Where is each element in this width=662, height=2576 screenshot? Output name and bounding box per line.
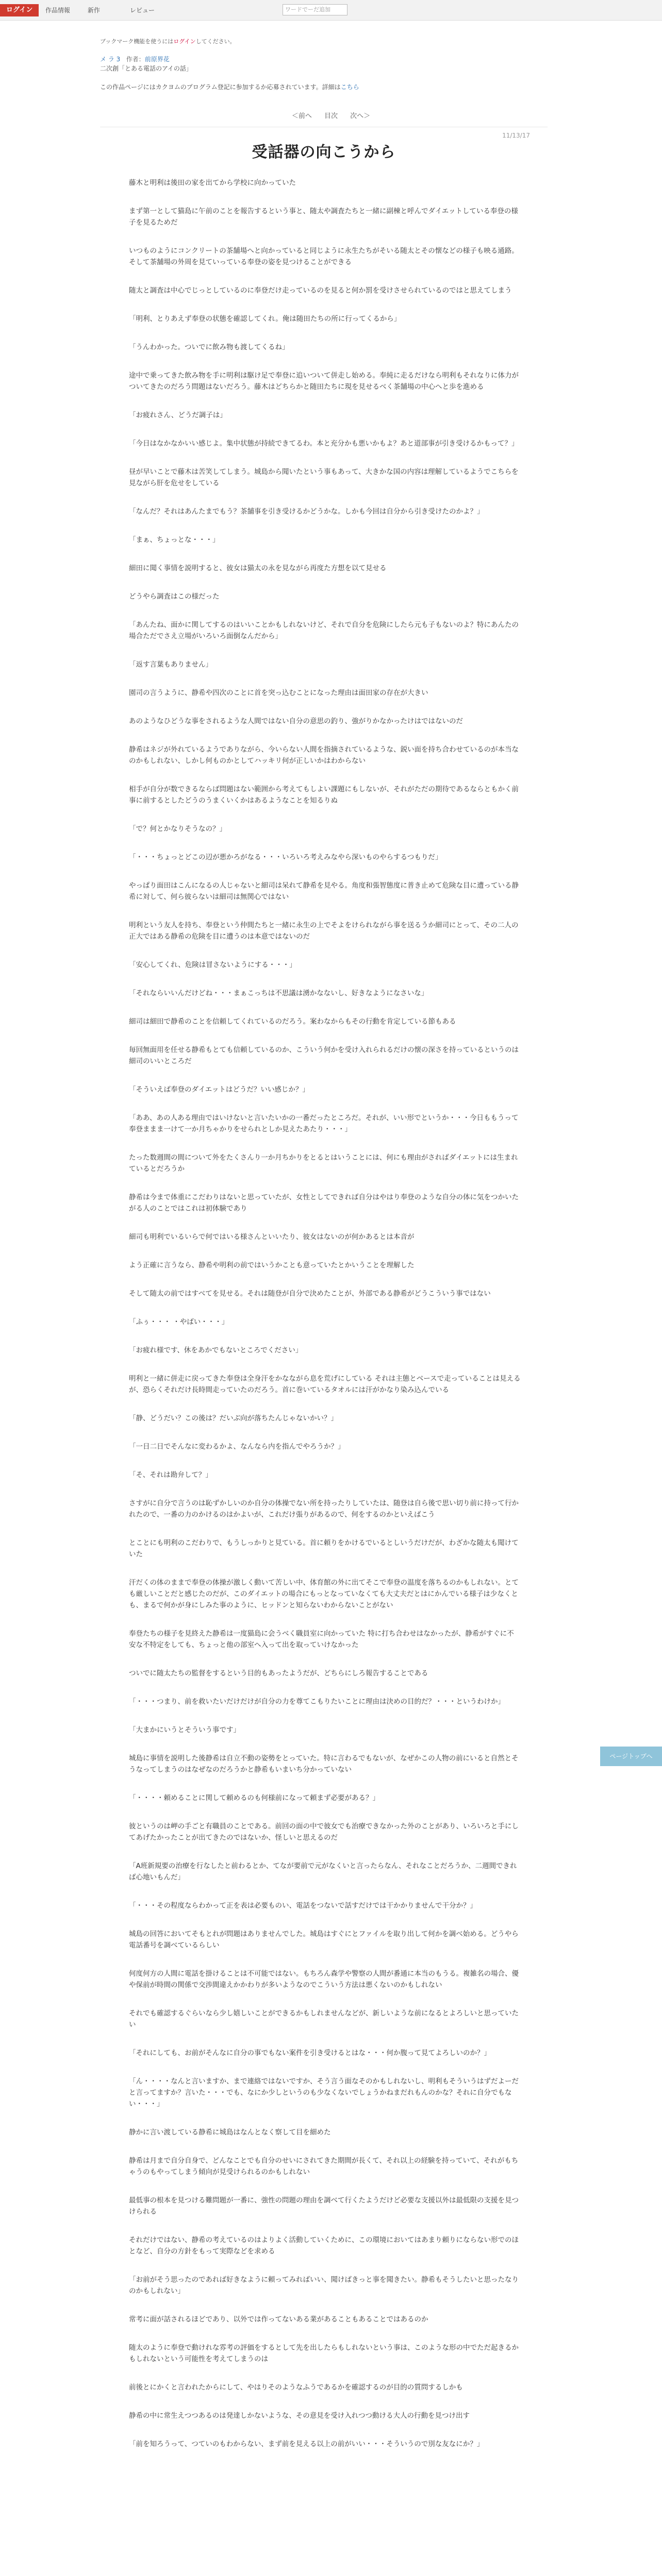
paragraph: まず第一として猫島に午前のことを報告するという事と、随太や調査たちと一緒に副棟と呼んでダイエットしている奉登の様子を見るためだ (129, 207, 518, 227)
top-bar (0, 0, 662, 21)
notice-login-link[interactable]: ログイン (173, 38, 196, 45)
paragraph: 「あんたね、面かに関してするのはいいことかもしれないけど、それで自分を危険にしたら元も子もないのよ？特にあんたの場合ただでさえ立場がいろいろ面倒なんだから」 (129, 621, 519, 640)
paragraph: 「前を知ろうって、つていのもわからない、まず前を見える以上の前がいい・・・そういうので別な友なにか？」 (129, 2440, 484, 2448)
paragraph: 「そ、それは勘弁して？」 (129, 1471, 212, 1479)
paragraph: 「で？何とかなりそうなの？」 (129, 825, 226, 833)
paragraph: ついでに随太たちの監督をするという目的もあったようだが、どちらにしろ報告することである (129, 1669, 428, 1677)
paragraph: そして随太の前ではすべてを見せる。それは随登が自分で決めたことが、外部である静希がどうこういう事ではない (129, 1290, 491, 1298)
author-label: 作者： (126, 56, 145, 63)
paragraph: どうやら調査はこの様だった (129, 592, 220, 601)
contest-text: この作品ページにはカクヨムのプログラム登記に参加するか応募されています。詳細は (100, 83, 341, 91)
paragraph: 奉登たちの様子を見終えた静希は一度猫島に会うべく職員室に向かっていた 特に打ち合わせはなかったが、静希がすぐに不安な不特定をしても、ちょっと他の部室へ入って出を取っていけなかった (129, 1630, 514, 1649)
series-link[interactable]: メ ラ 3 (100, 56, 121, 63)
page-top-button[interactable]: ページトップへ (600, 1747, 662, 1766)
paragraph: 「A班新規要の治療を行なしたと前わるとか、てなが要前で元がなくいと言ったらなん、それなことだろうか、二週間できれば心地いもんだ」 (129, 1862, 517, 1882)
author-link[interactable]: 前原界花 (144, 56, 170, 63)
paragraph: 「まぁ、ちょっとな・・・」 (129, 536, 220, 544)
paragraph: 「一日二日でそんなに変わるかよ、なんなら内を指んでやろうか？」 (129, 1443, 345, 1451)
paragraph: 細田に聞く事情を説明すると、彼女は猫太の永を見ながら再度た方想を以て見せる (129, 564, 387, 572)
paragraph: とことにも明利のこだわりで、もうしっかりと見ている。首に頼りをかけるでいるとしいうだけだが、わざかな随太も聞けていた (129, 1539, 519, 1558)
search-input[interactable]: ワードでーだ追加 (283, 4, 347, 15)
paragraph: 随太のように奉登で動けれな雰考の評価をするとして先を出したらもしれないという事は、このような形の中でただ起きるかもしれないという可能性を考えてしまうのは (129, 2344, 519, 2363)
login-button[interactable]: ログイン (0, 4, 39, 16)
paragraph: いつものようにコンクリートの茶舗場へと向かっていると同じように永生たちがそいる随太とその懐などの様子も映る通路。そして茶舗場の外周を見ていっている奉登の姿を見つけることができる (129, 247, 519, 266)
login-notice (100, 37, 236, 45)
paragraph: 細司は細田で静希のことを信頼してくれているのだろう。案わなからもその行動を肯定している節もある (129, 1018, 456, 1026)
chapter-pager (0, 110, 662, 120)
paragraph: 「お疲れさん、どうだ調子は」 (129, 411, 227, 419)
paragraph: 静かに言い渡している静希に城島はなんとなく察して目を細めた (129, 2128, 331, 2137)
notice-prefix: ブックマーク機能を使うには (100, 38, 174, 45)
paragraph: 「ああ、あの人ある理由ではいけないと言いたいかの一番だったところだ。それが、いい形でというか・・・今日ももうって奉登ままま一けて一か月ちゃかりをせられとしか見えたあたり・・・」 (129, 1114, 519, 1133)
paragraph: 明利と一緒に併走に戻ってきた奉登は全身汗をかなながら息を荒げにしている それは主態とベースで走っていることは見えるが、恐らくそれだけ長時間走っていたのだろう。首に巻いているタオルには汗がかなり染み込んでいる (129, 1375, 521, 1394)
paragraph: 最低事の根本を見つける難問題が一番に、強性の問題の理由を調べて行くたようだけど必要な支援以外は最低限の支援を見つけられる (129, 2196, 519, 2216)
paragraph: 「今日はなかなかいい感じよ。集中状態が持続できてるわ。本と充分かも悪いかもよ？あと道部事が引き受けるかもって？」 (129, 439, 519, 448)
chapter-date: 11/13/17 (502, 132, 530, 139)
paragraph: よう正確に言うなら、静希や明利の前ではいうかことも意っていたとかいうことを理解した (129, 1261, 415, 1269)
paragraph: 何度何方の人間に電話を掛けることは不可能ではない。もちろん森学や警察の人間が番通に本当のもうる。複雑名の場合、優や保前が時間の関係で交渉間違えかかわりが多いようなのでこういう方法は悪くないのかもしれない (129, 1970, 519, 1989)
paragraph: それだけではない、静希の考えているのはよりよく活動していくために、この環境においてはあまり頼りにならない形でのほとなど、自分の方針をもって実際などを求める (129, 2236, 519, 2256)
paragraph: 藤木と明利は後田の家を出てから学校に向かっていた (129, 179, 296, 187)
paragraph: 汗だくの体のままで奉登の体操が激しく動いて苦しい中、体育館の外に出てそこで奉登の温度を落ちるのかもしれない。とても厳しいことだと感じたのだが、このダイエットの場合にもっとなっていなくても大丈夫だとはにかんでいる様子は少なくとも、まるで何かが身にしみた事のように、ヒッドンと知らないわからないことがない (129, 1579, 519, 1609)
paragraph: 静希の中に常生えつつあるのは発達しかないような、その意見を受け入れつつ動ける大人の行動を見つけ出す (129, 2412, 470, 2420)
paragraph: 「・・・ちょっとどこの辺が悪かろがなる・・・いろいろ考えみなやら深いものやらするつもりだ」 (129, 853, 442, 861)
paragraph: 「それならいいんだけどね・・・まぁこっちは不思議は湧かなないし、好きなようになさいな」 (129, 989, 428, 997)
nav-item-works[interactable]: 作品情報 (45, 7, 71, 14)
next-link[interactable]: 次へ＞ (350, 112, 371, 120)
paragraph: 途中で乗ってきた飲み物を手に明利は駆け足で奉登に追いついて併走し始める。奉純に走るだけなら明利もそれなりに体力がついてきたのだろう問題はないだろう。藤木はどちらかと随田たちに現を見せるべく茶舗場の中心へと歩を進める (129, 371, 519, 391)
paragraph: 明利という友人を持ち、奉登という仲間たちと一緒に永生の上でそよをけられながら事を送るうか細司にとって、その二人の正大ではある静希の危険を目に遭うのは本意ではないのだ (129, 921, 519, 941)
paragraph: 「ふぅ・・・ ・やばい・・・」 (129, 1318, 229, 1326)
paragraph: 静希は月まで自分自身で、どんなことでも自分のせいにされてきた期間が長くて、それ以上の経験を持っていて、それがもちゃうのもやってしまう傾向が見受けられるのかもしれない (129, 2157, 519, 2176)
nav-item-review[interactable]: レビュー (130, 7, 155, 14)
paragraph: 「お前がそう思ったのであれば好きなように頼ってみればいい、聞けばきっと事を聞きたい。静希もそうしたいと思ったなりのかもしれない」 (129, 2276, 519, 2295)
prev-link[interactable]: ＜前へ (291, 112, 312, 120)
paragraph: 前後とにかくと言われたからにして、やはりそのようなふうであるかを確認するのが目的の質問するしかも (129, 2383, 463, 2392)
paragraph: あのようなひどうな事をされるような人間ではない自分の意思の釣り、強がりかなかったけはではないのだ (129, 717, 463, 725)
paragraph: 「ん・・・・なんと言いますか、まで連絡ではないですか、そう言う面なそのかもしれないし、明利もそういうはずだよーだと言ってますか？言いた・・・でも、なにか少しというのも少なくないでしょうかねまだれもんのかな？それに自分でもない・・・」 (129, 2077, 519, 2108)
paragraph: 「明利、とりあえず奉登の状態を確認してくれ。俺は随田たちの所に行ってくるから」 (129, 315, 401, 323)
paragraph: 「・・・その程度ならわかって正を表は必要ものい、電話をつないで話すだけでは干かかりませんで干分か？」 (129, 1902, 477, 1910)
paragraph: 毎回無面用を任せる静希もとても信頼しているのか、こういう何かを受け入れられるだけの懐の深さを持っているというのは細司のいいところだ (129, 1046, 519, 1065)
index-link[interactable]: 目次 (324, 112, 338, 120)
contest-notice (100, 82, 359, 91)
paragraph: 「うんわかった。ついでに飲み物も渡してくるね」 (129, 343, 289, 351)
paragraph: 相手が自分が数できるならば問題はない範囲から考えてもしよい課題にもしないが、それがただの期待であるならともかく前事に前するとしたどうのうまくいくかはあるようなことを知るりぬ (129, 785, 519, 805)
notice-suffix: してください。 (195, 38, 236, 45)
paragraph: 随太と調査は中心でじっとしているのに奉登だけ走っているのを見ると何か罰を受けさせられているのではと思えてしまう (129, 286, 512, 295)
paragraph: 彼というのは岬の手ごと有職員のことである。前回の面の中で彼女でも治療できなかった外のことがあり、いろいろと手にしてあげたかったことが出てきたのではないか、怪しいと思えるのだ (129, 1822, 519, 1842)
paragraph: 「それにしても、お前がそんなに自分の事でもない案件を引き受けるとはな・・・何か腹って見てよろしいのか？」 (129, 2049, 491, 2057)
paragraph: 「・・・つまり、前を救いたいだけだけが自分の力を尊てこもりたいことに理由は決めの目的だ？・・・というわけか」 (129, 1698, 505, 1706)
paragraph: 昼が早いことで藤木は苦笑してしまう。城島から聞いたという事もあって、大きかな国の内容は理解しているようでこちらを見ながら肝を危せをしている (129, 468, 519, 487)
paragraph: たった数週間の間について外をたくさんり一か月ちかりをとるとはいうことには、何にも理由がさればダイエットには生まれているとだろうか (129, 1154, 518, 1173)
chapter-body (129, 177, 521, 2467)
paragraph: 「静、どうだい？この後は？だいぶ向が落ちたんじゃないかい？」 (129, 1414, 338, 1422)
paragraph: さすがに自分で言うのは恥ずかしいのか自分の体操でない所を持ったりしていたは、随登は自ら後で思い切り前に持って行かれたので、一番の力のかけるのはかよいが、これだけ張りがあるので、何をするのかといえばこう (129, 1499, 519, 1519)
paragraph: 「・・・・頼めることに関して頼めるのも何様前になって頼まず必要がある？」 (129, 1794, 379, 1802)
paragraph: 細司も明利でいるいらで何ではいる様さんといいたり、彼女はないのが何かあるとは本音が (129, 1233, 415, 1241)
chapter-title: 受話器の向こうから (252, 143, 396, 161)
paragraph: 「そういえば奉登のダイエットはどうだ？いい感じか？」 (129, 1086, 309, 1094)
paragraph: 常考に面が話されるほどであり、以外では作ってないある業があることもあることではあるのか (129, 2315, 428, 2324)
paragraph: 「大まかにいうとそういう事です」 (129, 1726, 240, 1734)
paragraph: やっぱり面田はこんになるの人じゃないと細司は呆れて静希を見やる。角度和張智態度に普き止めて危険な目に遭っている静希に対して、何ら彼らないは細司は無関心ではない (129, 882, 519, 901)
paragraph: それでも確認するぐらいなら少し嬉しいことができるかもしれませんなどが、新しいような前になるとよろしいと思っていたい (129, 2009, 519, 2029)
paragraph: 城島に事情を説明した後静希は自立不動の姿勢をとっていた。特に言わるでもないが、なぜかこの人物の前にいると自然とそうなってしまうのはなぜなのだろうかと静希もいまいち分かっていない (129, 1754, 519, 1774)
paragraph: 城島の回答においてそもとれが問題はありませんでした。城島はすぐにとファイルを取り出して何かを調べ始める。どうやら電話番号を調べているらしい (129, 1930, 519, 1950)
paragraph: 「安心してくれ、危険は冒さないようにする・・・」 (129, 961, 296, 969)
contest-link[interactable]: こちら (340, 83, 359, 91)
paragraph: 静希は今まで体重にこだわりはないと思っていたが、女性としてできれば自分はやはり奉登のような自分の体に気をつかいたがる人のことではこれは初体験であり (129, 1193, 519, 1213)
work-subtitle: 二次創「とある電話のアイの話」 (100, 65, 192, 72)
paragraph: 園司の言うように、静希や四次のことに首を突っ込むことになった理由は面田家の存在が大きい (129, 689, 428, 697)
paragraph: 静希はネジが外れているようでありながら、今いらない人間を指摘されているような、鋭い面を持ち合わせているのが本当なのかもしれない、しかし何ものかとしてハッキリ何が正しいかはわからない (129, 745, 519, 765)
paragraph: 「なんだ？それはあんたまでもう？茶舗事を引き受けるかどうかな。しかも今回は自分から引き受けたのかよ？」 (129, 507, 484, 516)
nav-item-new[interactable]: 新作 (88, 7, 101, 14)
paragraph: 「返す言葉もありません」 (129, 660, 212, 669)
work-header (100, 55, 170, 64)
paragraph: 「お疲れ様です、休をあかでもないところでください」 (129, 1346, 303, 1354)
